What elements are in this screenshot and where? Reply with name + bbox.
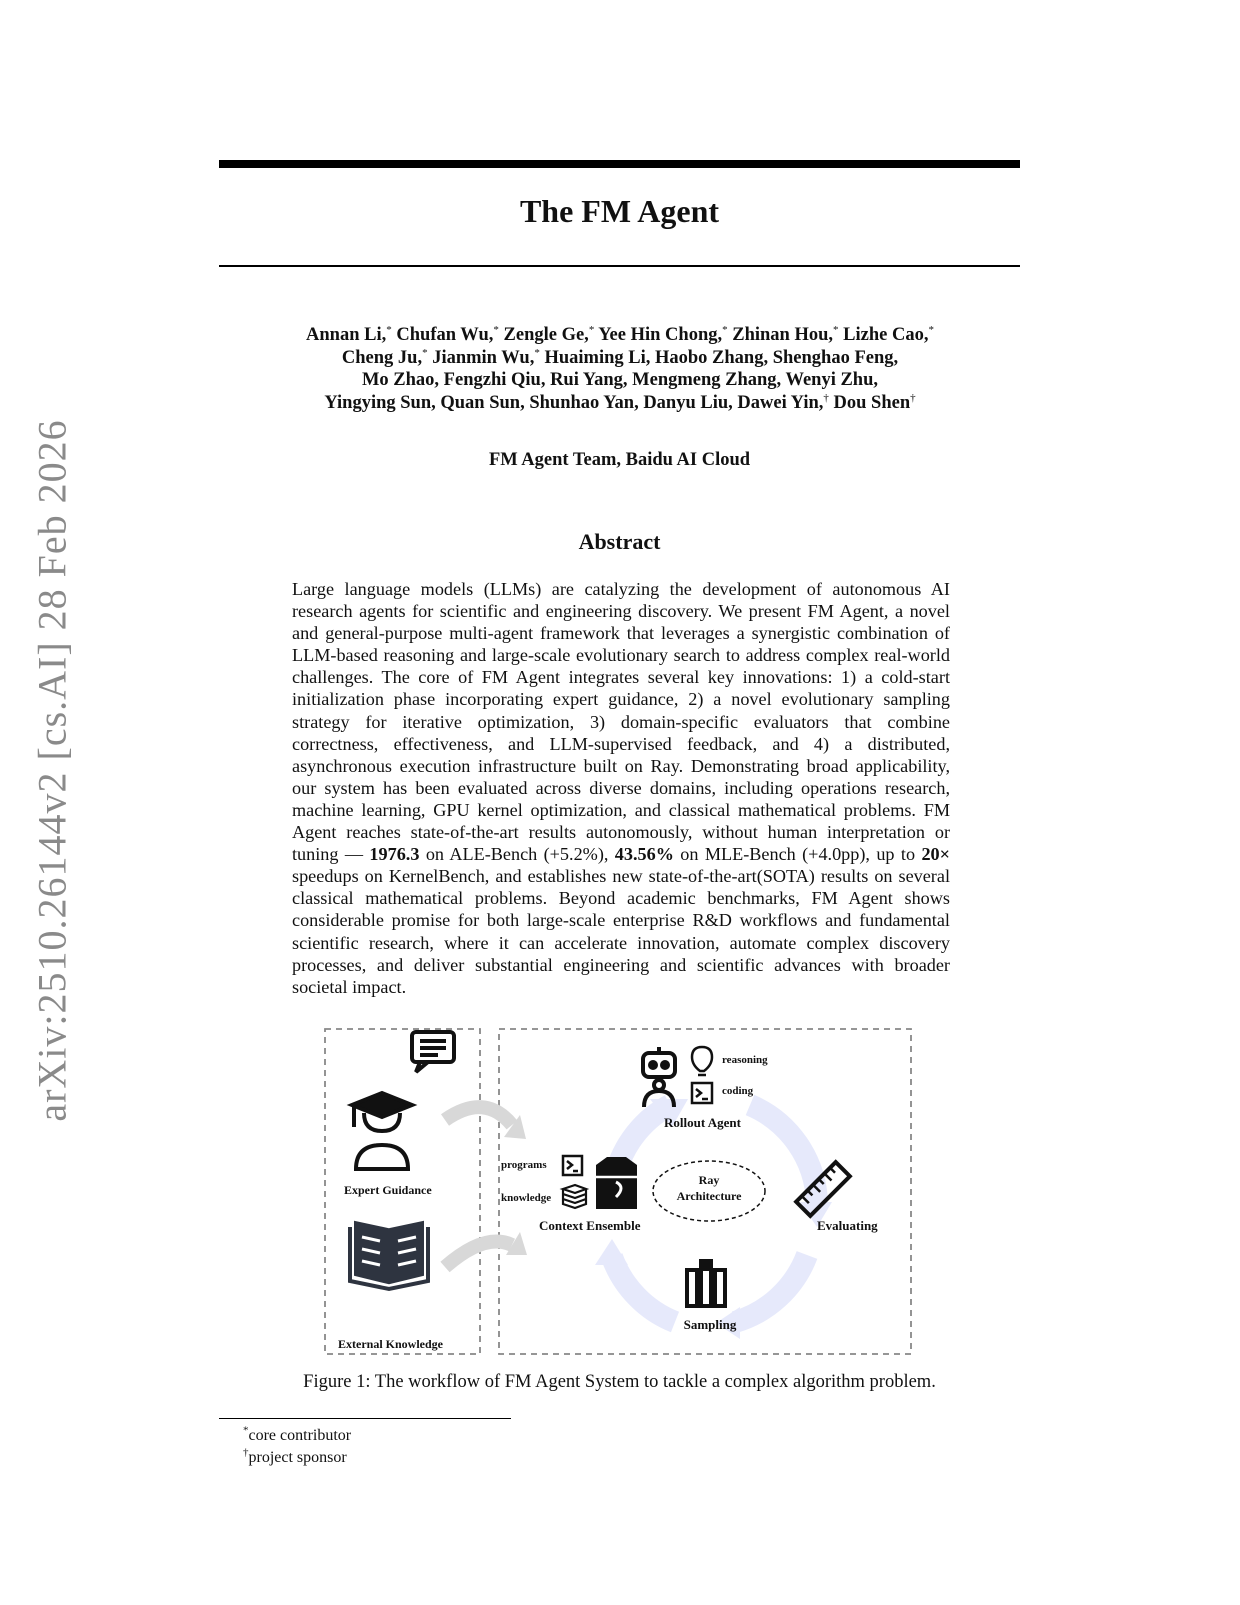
robot-icon (643, 1047, 675, 1107)
sampling-label: Sampling (683, 1317, 737, 1332)
author-mark: * (386, 323, 392, 336)
author-line (270, 369, 970, 392)
author-mark: * (493, 323, 499, 336)
terminal-icon (692, 1083, 712, 1103)
abstract-text: on ALE-Bench (+5.2%), (419, 844, 615, 865)
footnote-rule (219, 1418, 511, 1419)
author-names: Yee Hin Chong, (594, 325, 723, 345)
author-mark: * (534, 346, 540, 359)
coding-label: coding (722, 1085, 754, 1097)
author-mark: * (833, 323, 839, 336)
book-icon (350, 1222, 428, 1289)
author-line (270, 324, 970, 347)
abstract-highlight: 1976.3 (369, 844, 420, 865)
author-names: Yingying Sun, Quan Sun, Shunhao Yan, Danyu Liu, Dawei Yin, (324, 392, 824, 413)
expert-guidance-label: Expert Guidance (344, 1183, 432, 1197)
footnote-text: project sponsor (248, 1449, 347, 1466)
stack-icon (563, 1185, 586, 1208)
architecture-label: Architecture (676, 1189, 742, 1203)
footnote (243, 1447, 351, 1469)
author-names: Annan Li, (306, 325, 387, 345)
author-names: Chufan Wu, (391, 325, 494, 345)
lightbulb-icon (692, 1047, 712, 1075)
author-mark: * (928, 323, 934, 336)
footnote (243, 1425, 351, 1447)
abstract-text: speedups on KernelBench, and establishes new state-of-the-art(SOTA) results on several classical mathematical problems. Beyond academic benchmarks, FM Agent shows considerable promise for both large-scale enterprise R&D workflows and fundamental scientific research, where it can accelerate innovation, automate complex discovery processes, and deliver substantial engineering and scientific advances with broader societal impact. (292, 866, 950, 997)
author-mark: † (823, 391, 829, 404)
author-names: Jianmin Wu, (427, 347, 535, 368)
context-ensemble-label: Context Ensemble (539, 1218, 641, 1233)
reasoning-label: reasoning (722, 1054, 768, 1066)
rollout-agent-label: Rollout Agent (664, 1115, 741, 1130)
footnote-mark: † (243, 1446, 249, 1459)
abstract-text: Large language models (LLMs) are catalyzing the development of autonomous AI research agents for scientific and engineering discovery. We present FM Agent, a novel and general-purpose multi-agent framework that leverages a synergistic combination of LLM-based reasoning and large-scale evolutionary search to address complex real-world challenges. The core of FM Agent integrates several key innovations: 1) a cold-start initialization phase incorporating expert guidance, 2) a novel evolutionary sampling strategy for iterative optimization, 3) domain-specific evaluators that combine correctness, effectiveness, and LLM-supervised feedback, and 4) a distributed, asynchronous execution infrastructure built on Ray. Demonstrating broad applicability, our system has been evaluated across diverse domains, including operations research, machine learning, GPU kernel optimization, and classical mathematical problems. FM Agent reaches state-of-the-art results autonomously, without human interpretation or tuning — (292, 579, 950, 865)
arxiv-identifier (22, 400, 82, 1140)
author-mark: * (722, 323, 728, 336)
footnotes (243, 1425, 351, 1469)
abstract-body (292, 578, 950, 998)
arxiv-id-text: arXiv:2510.26144v2 [cs.AI] 28 Feb 2026 (29, 418, 75, 1122)
ray-label: Ray (698, 1173, 720, 1187)
abstract-highlight: 43.56% (614, 844, 674, 865)
title-top-rule (219, 160, 1020, 168)
evaluating-label: Evaluating (817, 1218, 878, 1233)
author-names: Cheng Ju, (341, 347, 423, 368)
abstract-highlight: 20× (921, 844, 950, 865)
author-mark: * (588, 323, 595, 336)
author-names: Zengle Ge, (498, 325, 589, 345)
author-mark: * (422, 346, 428, 359)
footnote-mark: * (243, 1424, 249, 1437)
author-names: Zhinan Hou, (727, 325, 834, 345)
paper-title: The FM Agent (519, 193, 720, 229)
author-names: Mo Zhao, Fengzhi Qiu, Rui Yang, Mengmeng Zhang, Wenyi Zhu, (361, 370, 879, 390)
footnote-text: core contributor (248, 1427, 352, 1444)
external-knowledge-label: External Knowledge (338, 1337, 443, 1351)
expert-guidance-icon (352, 1032, 454, 1169)
programs-terminal-icon (563, 1156, 582, 1175)
author-names: Huaiming Li, Haobo Zhang, Shenghao Feng, (539, 347, 899, 368)
author-line (270, 392, 970, 415)
author-list (270, 324, 970, 414)
title-bottom-rule (219, 265, 1020, 267)
author-line (270, 347, 970, 370)
abstract-heading: Abstract (578, 529, 661, 554)
programs-label: programs (501, 1159, 547, 1171)
author-mark: † (910, 391, 916, 404)
author-names: Lizhe Cao, (838, 325, 929, 345)
knowledge-label: knowledge (501, 1192, 552, 1204)
abstract-text: on MLE-Bench (+4.0pp), up to (673, 844, 922, 865)
affiliation: FM Agent Team, Baidu AI Cloud (488, 450, 751, 470)
figure-caption: Figure 1: The workflow of FM Agent System to tackle a complex algorithm problem. (303, 1372, 936, 1392)
author-names: Dou Shen (828, 392, 911, 413)
workflow-figure (320, 1027, 920, 1365)
flow-arrows (445, 1107, 512, 1267)
